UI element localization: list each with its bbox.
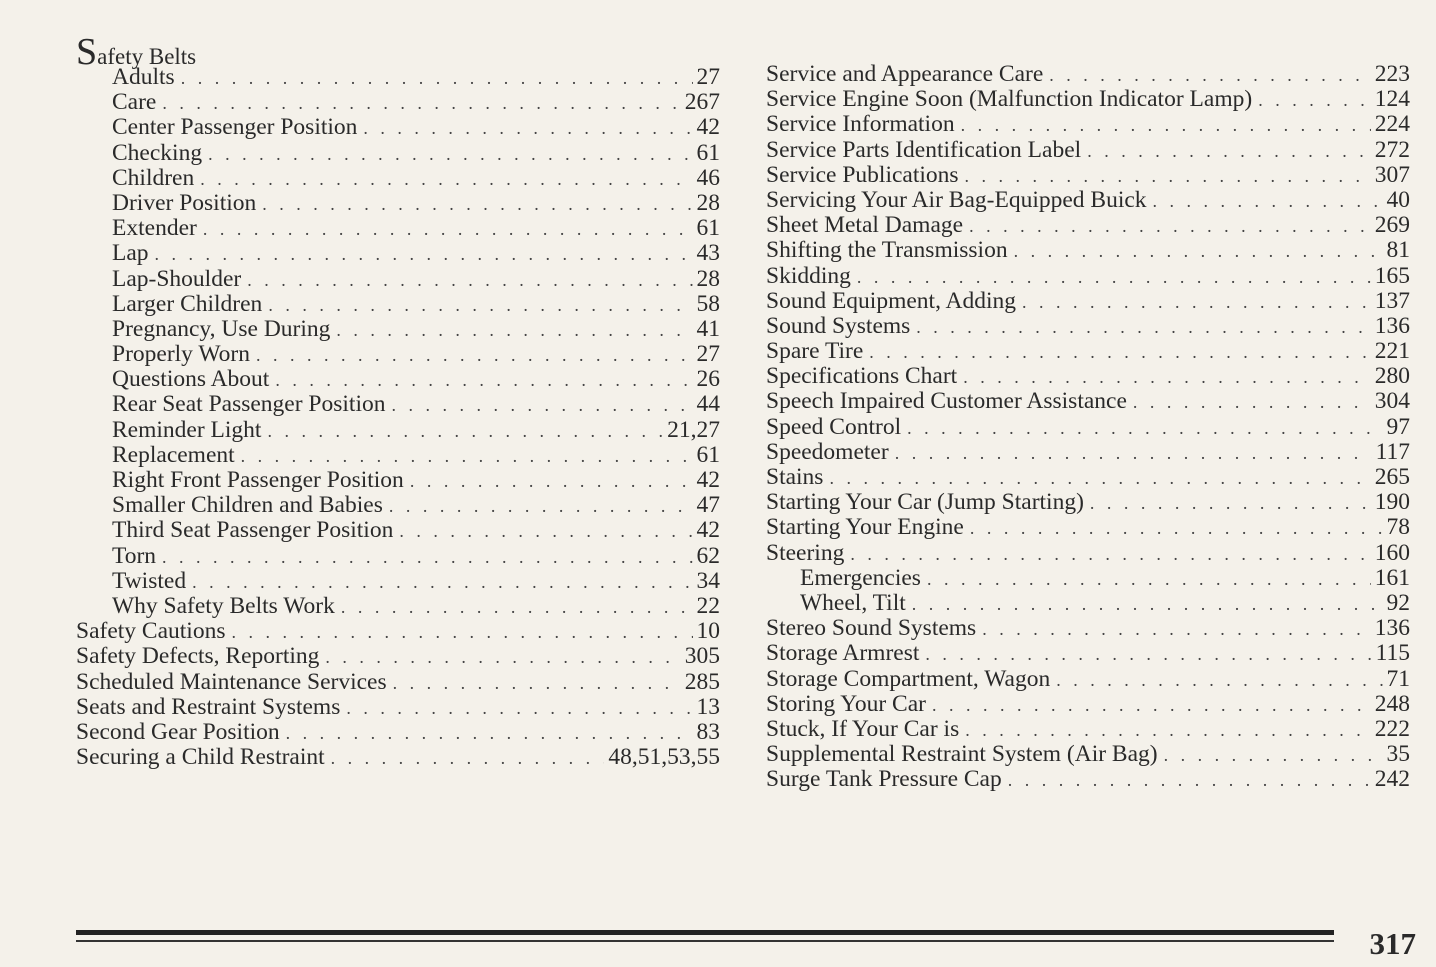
entry-page-number: 222 [1374,716,1410,742]
entry-page-number: 62 [696,543,720,569]
index-entry [76,216,720,241]
entry-label: Pregnancy, Use During [112,316,331,342]
index-entry [76,342,720,367]
index-entry [766,188,1410,213]
index-entry [76,518,720,543]
dot-leader [963,365,1371,389]
index-entry [76,141,720,166]
dot-leader [192,570,692,594]
entry-page-number: 22 [696,593,720,619]
entry-page-number: 27 [696,65,720,90]
entry-page-number: 97 [1386,414,1410,440]
dot-leader [1164,743,1383,767]
entry-label: Spare Tire [766,339,864,365]
dot-leader [391,393,692,417]
entry-label: Adults [112,65,175,90]
dot-leader [181,66,693,90]
dot-leader [208,142,692,166]
heading-initial: S [76,31,98,73]
dot-leader [869,340,1370,364]
index-entry [76,443,720,468]
index-entry [76,115,720,140]
entry-page-number: 47 [696,493,720,519]
entry-label: Safety Cautions [76,619,226,645]
dot-leader [961,113,1371,137]
index-heading-safety-belts [76,31,720,73]
entry-page-number: 137 [1374,288,1410,314]
dot-leader [262,192,692,216]
index-entry [766,490,1410,515]
footer-rule-thick [76,930,1334,935]
entry-page-number: 44 [696,392,720,418]
entry-page-number: 190 [1374,490,1410,516]
index-entry [766,717,1410,742]
entry-label: Surge Tank Pressure Cap [766,767,1002,793]
index-entry [766,87,1410,112]
entry-page-number: 92 [1386,590,1410,616]
index-entry [76,166,720,191]
entry-page-number: 61 [696,442,720,468]
right-main-entries [766,62,1410,792]
dot-leader [1056,668,1382,692]
dot-leader [231,620,692,644]
entry-page-number: 248 [1374,691,1410,717]
entry-page-number: 124 [1374,87,1410,113]
dot-leader [857,265,1371,289]
dot-leader [969,214,1371,238]
page-footer [76,924,1416,964]
index-entry [76,191,720,216]
entry-label: Steering [766,540,845,566]
entry-label: Care [112,90,157,116]
entry-page-number: 136 [1374,616,1410,642]
entry-label: Reminder Light [112,417,262,443]
index-entry [766,692,1410,717]
index-entry [76,392,720,417]
index-entry [766,440,1410,465]
dot-leader [346,696,692,720]
entry-label: Stereo Sound Systems [766,616,977,642]
dot-leader [965,718,1371,742]
dot-leader [970,516,1383,540]
entry-page-number: 78 [1386,515,1410,541]
entry-page-number: 265 [1374,465,1410,490]
dot-leader [1153,189,1383,213]
dot-leader [982,617,1371,641]
index-entry [76,594,720,619]
dot-leader [1008,768,1371,792]
index-entry [766,364,1410,389]
index-entry [76,544,720,569]
entry-label: Sound Systems [766,313,911,339]
dot-leader [363,116,692,140]
index-entry [76,367,720,392]
dot-leader [1014,239,1383,263]
entry-label: Storing Your Car [766,691,926,717]
dot-leader [162,91,680,115]
index-entry [76,241,720,266]
index-entry [766,289,1410,314]
dot-leader [155,242,693,266]
entry-page-number: 280 [1374,364,1410,390]
dot-leader [393,671,681,695]
entry-label: Seats and Restraint Systems [76,694,341,720]
entry-page-number: 10 [696,619,720,645]
entry-label: Skidding [766,263,851,289]
index-entry [766,389,1410,414]
dot-leader [286,721,693,745]
entry-page-number: 42 [696,518,720,544]
entry-page-number: 285 [684,669,720,695]
index-entry [766,465,1410,490]
dot-leader [925,642,1371,666]
entry-page-number: 61 [696,216,720,242]
dot-leader [1258,88,1371,112]
index-entry [766,767,1410,792]
entry-label: Lap [112,241,149,267]
right-column [766,62,1410,792]
entry-page-number: 161 [1374,565,1410,591]
entry-label: Speedometer [766,439,889,465]
dot-leader [200,167,692,191]
entry-label: Servicing Your Air Bag-Equipped Buick [766,187,1147,213]
index-entry [76,745,720,770]
entry-label: Safety Defects, Reporting [76,644,320,670]
index-entry [766,112,1410,137]
entry-label: Larger Children [112,291,263,317]
entry-page-number: 83 [696,719,720,745]
entry-page-number: 42 [696,115,720,141]
entry-page-number: 41 [696,316,720,342]
index-entry [766,238,1410,263]
left-main-entries [76,619,720,770]
entry-label: Starting Your Engine [766,515,964,541]
index-entry [76,493,720,518]
entry-page-number: 71 [1386,666,1410,692]
entry-page-number: 21,27 [667,417,720,443]
entry-page-number: 81 [1386,238,1410,264]
entry-page-number: 35 [1386,742,1410,768]
entry-label: Right Front Passenger Position [112,468,404,493]
entry-page-number: 165 [1374,263,1410,289]
entry-label: Sheet Metal Damage [766,213,964,239]
index-entry [766,314,1410,339]
index-entry [76,468,720,493]
entry-page-number: 304 [1374,389,1410,415]
index-entry [76,65,720,90]
entry-label: Driver Position [112,190,257,216]
entry-page-number: 48,51,53,55 [608,745,720,771]
entry-label: Stuck, If Your Car is [766,716,960,742]
index-entry [766,616,1410,641]
entry-label: Supplemental Restraint System (Air Bag) [766,742,1158,768]
dot-leader [389,494,693,518]
index-entry [76,644,720,669]
index-entry [766,515,1410,540]
index-entry [76,670,720,695]
index-entry [766,264,1410,289]
dot-leader [268,293,692,317]
entry-label: Securing a Child Restraint [76,745,325,771]
dot-leader [907,416,1382,440]
entry-label: Rear Seat Passenger Position [112,392,386,418]
entry-label: Storage Armrest [766,641,920,667]
entry-page-number: 269 [1374,213,1410,239]
dot-leader [331,746,605,770]
entry-label: Scheduled Maintenance Services [76,669,387,695]
dot-leader [267,419,663,443]
entry-label: Checking [112,140,203,166]
entry-page-number: 267 [684,90,720,116]
dot-leader [965,164,1371,188]
safety-belts-subentries [76,65,720,619]
dot-leader [912,592,1383,616]
dot-leader [850,542,1370,566]
entry-page-number: 40 [1386,187,1410,213]
entry-label: Lap-Shoulder [112,266,242,292]
entry-page-number: 136 [1374,313,1410,339]
entry-page-number: 221 [1374,339,1410,365]
entry-page-number: 28 [696,190,720,216]
dot-leader [932,693,1371,717]
entry-page-number: 26 [696,367,720,393]
dot-leader [410,469,693,493]
entry-page-number: 42 [696,468,720,493]
entry-label: Service Parts Identification Label [766,137,1082,163]
entry-page-number: 58 [696,291,720,317]
dot-leader [341,595,693,619]
entry-label: Wheel, Tilt [800,590,906,616]
entry-label: Emergencies [800,565,921,591]
index-entry [766,591,1410,616]
index-entry [766,742,1410,767]
entry-page-number: 160 [1374,540,1410,566]
dot-leader [829,466,1370,490]
entry-label: Third Seat Passenger Position [112,518,394,544]
entry-page-number: 34 [696,568,720,594]
dot-leader [203,217,693,241]
entry-label: Service Information [766,112,955,138]
entry-label: Service and Appearance Care [766,62,1044,87]
entry-page-number: 61 [696,140,720,166]
index-entry [76,569,720,594]
entry-page-number: 224 [1374,112,1410,138]
dot-leader [1022,290,1371,314]
entry-label: Starting Your Car (Jump Starting) [766,490,1084,516]
index-entry [766,415,1410,440]
entry-label: Torn [112,543,157,569]
index-entry [766,62,1410,87]
dot-leader [256,343,692,367]
entry-label: Service Publications [766,162,959,188]
entry-page-number: 242 [1374,767,1410,793]
entry-label: Service Engine Soon (Malfunction Indicator Lamp) [766,87,1253,113]
dot-leader [916,315,1370,339]
index-entry [76,695,720,720]
dot-leader [162,545,692,569]
index-entry [76,418,720,443]
dot-leader [1090,491,1371,515]
entry-page-number: 117 [1375,439,1410,465]
index-entry [766,213,1410,238]
entry-label: Questions About [112,367,270,393]
entry-label: Speed Control [766,414,902,440]
index-entry [766,641,1410,666]
dot-leader [1087,139,1371,163]
dot-leader [247,268,692,292]
entry-label: Twisted [112,568,187,594]
entry-label: Smaller Children and Babies [112,493,383,519]
index-entry [766,566,1410,591]
index-entry [76,267,720,292]
dot-leader [1133,390,1371,414]
dot-leader [275,368,692,392]
entry-label: Properly Worn [112,342,251,368]
entry-label: Second Gear Position [76,719,280,745]
left-column [76,31,720,771]
heading-text: afety Belts [97,44,197,69]
entry-label: Stains [766,465,824,490]
index-entry [766,667,1410,692]
index-entry [76,619,720,644]
index-entry [766,541,1410,566]
footer-rule-thin [76,940,1334,942]
index-entry [76,90,720,115]
index-entry [76,720,720,745]
entry-label: Specifications Chart [766,364,958,390]
entry-label: Children [112,165,195,191]
entry-label: Speech Impaired Customer Assistance [766,389,1127,415]
entry-page-number: 13 [696,694,720,720]
entry-page-number: 28 [696,266,720,292]
dot-leader [1049,63,1370,87]
dot-leader [336,318,692,342]
dot-leader [241,444,693,468]
index-entry [766,163,1410,188]
entry-page-number: 272 [1374,137,1410,163]
entry-label: Shifting the Transmission [766,238,1008,264]
dot-leader [325,645,680,669]
entry-page-number: 46 [696,165,720,191]
index-entry [766,339,1410,364]
dot-leader [927,567,1371,591]
entry-page-number: 43 [696,241,720,267]
entry-label: Storage Compartment, Wagon [766,666,1051,692]
index-entry [766,138,1410,163]
entry-page-number: 305 [684,644,720,670]
entry-page-number: 115 [1375,641,1410,667]
entry-label: Why Safety Belts Work [112,593,335,619]
index-entry [76,317,720,342]
entry-label: Extender [112,216,197,242]
dot-leader [399,519,692,543]
entry-page-number: 27 [696,342,720,368]
entry-label: Center Passenger Position [112,115,358,141]
entry-label: Sound Equipment, Adding [766,288,1017,314]
page-number: 317 [1369,926,1416,961]
entry-page-number: 307 [1374,162,1410,188]
entry-page-number: 223 [1374,62,1410,87]
dot-leader [895,441,1372,465]
index-entry [76,292,720,317]
entry-label: Replacement [112,442,235,468]
